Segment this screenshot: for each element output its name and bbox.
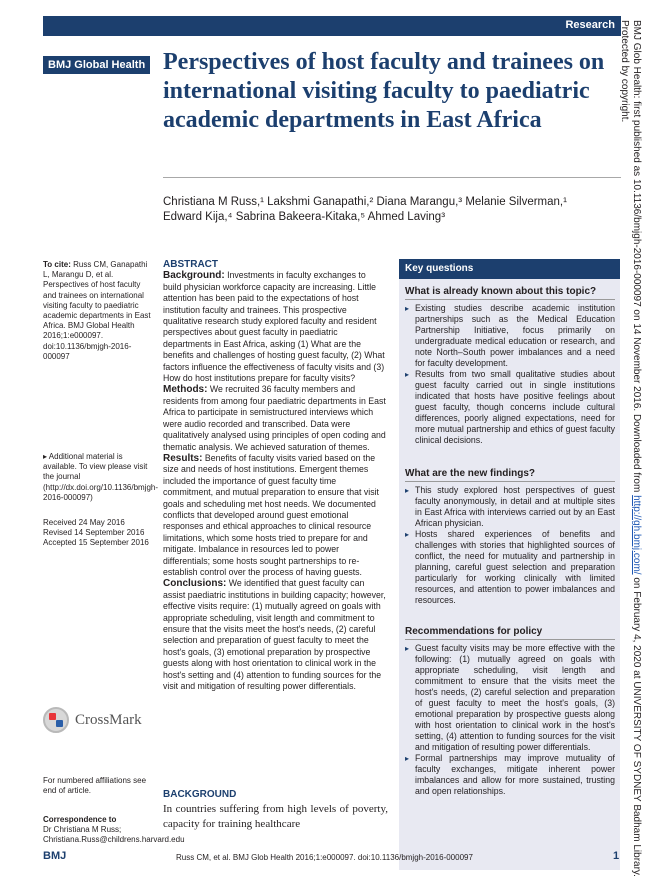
publisher-logo[interactable]: BMJ xyxy=(43,850,67,862)
known-heading: What is already known about this topic? xyxy=(405,286,615,300)
history-dates xyxy=(43,518,153,549)
key-questions-heading: Key questions xyxy=(405,263,474,274)
cite-label: To cite: xyxy=(43,260,71,269)
list-item: ▸ Formal partnerships may improve mutuality of faculty exchanges, mitigate inherent power imbalances and allow for more sustained, trusting and open relationships. xyxy=(405,753,615,797)
download-note xyxy=(618,20,642,886)
list-item: ▸ Results from two small qualitative studies about guest faculty carried out in single institutions indicated that hosts have positive feelings about guest faculty, though concerns include cultural differences, poorly aligned expectations, need for more mutual partnership and ethics of guest faculty clinical decisions. xyxy=(405,369,615,446)
correspondence-label: Correspondence to xyxy=(43,815,117,824)
abstract-heading: ABSTRACT xyxy=(163,259,218,270)
list-item: ▸ This study explored host perspectives of guest faculty anonymously, in detail and at multiple sites in East Africa with interviews carried out by an East African physician. xyxy=(405,485,615,529)
title-divider xyxy=(163,177,621,178)
journal-badge[interactable]: BMJ Global Health xyxy=(43,56,150,74)
accepted-date: Accepted 15 September 2016 xyxy=(43,538,149,548)
author-list xyxy=(163,195,618,225)
abstract-background-label: Background: xyxy=(163,270,225,282)
abstract-conclusions-label: Conclusions: xyxy=(163,578,227,590)
new-findings-heading: What are the new findings? xyxy=(405,468,615,482)
correspondence-block xyxy=(43,815,185,846)
section-bar xyxy=(43,16,621,36)
article-title: Perspectives of host faculty and trainees on international visiting faculty to paediatric academic departments in East Africa xyxy=(163,49,605,133)
authors-line-1: Christiana M Russ,¹ Lakshmi Ganapathi,² Diana Marangu,³ Melanie Silverman,¹ xyxy=(163,196,567,208)
abstract-conclusions-text: We identified that guest faculty can assist paediatric institutions in building capacity; however, effective visits require: (1) mutually agreed on goals with appropriate scheduling, visit length and commitment to ensure that the visits meet the host's needs, (2) careful selection and preparation of guest faculty to meet the host's goals, (3) emotional preparation by prospective guests along with host orientation to clinical work in the host's setting and (4) attention to funding sources for the visit and mitigation of resulting power differentials. xyxy=(163,578,386,692)
page-number: 1 xyxy=(613,850,620,862)
crossmark-button[interactable] xyxy=(43,707,151,733)
download-note-prefix: BMJ Glob Health: first published as 10.1136/bmjgh-2016-000097 on 14 November 2016. Downloaded from xyxy=(631,20,642,496)
background-heading: BACKGROUND xyxy=(163,789,237,800)
policy-section xyxy=(405,626,615,797)
list-item: ▸ Existing studies describe academic institution partnerships such as the Medical Education Partnership Initiative, focus primarily on undergraduate medical education or research, and note North–South power imbalances and a need for faculty development. xyxy=(405,303,615,369)
abstract-conclusions xyxy=(163,578,386,692)
correspondence-email[interactable]: Christiana.Russ@childrens.harvard.edu xyxy=(43,835,185,845)
abstract-results-text: Benefits of faculty visits varied based on the size and needs of host institutions. Emergent themes included the importance of guest faculty time commitment, and mutual preparation to ensure that visit goals and scheduling met host needs. We documented conflicts that developed around guest emotional responses and ethical approaches to clinical resource limitations, which some hosts tried to prepare for and mitigate. Imbalance in resources led to power differentials; some hosts sought partnerships to re-establish control over the process of having guests. xyxy=(163,452,379,577)
correspondence-name: Dr Christiana M Russ; xyxy=(43,825,122,835)
abstract-methods-text: We recruited 36 faculty members and residents from among four paediatric departments in East Africa to participate in semistructured interviews which were audio recorded and transcribed. Data were qualitatively analysed using principles of open coding and thematic analysis. We achieved saturation of themes. xyxy=(163,384,386,452)
additional-material-note[interactable]: ▸ Additional material is available. To view please visit the journal (http://dx.doi.org/10.1136/bmjgh-2016-000097) xyxy=(43,452,159,502)
affiliations-note: For numbered affiliations see end of article. xyxy=(43,776,147,796)
cite-block xyxy=(43,260,153,362)
footer-citation: Russ CM, et al. BMJ Glob Health 2016;1:e000097. doi:10.1136/bmjgh-2016-000097 xyxy=(176,853,473,862)
received-date: Received 24 May 2016 xyxy=(43,518,125,527)
key-questions-header xyxy=(399,259,620,279)
abstract-background xyxy=(163,270,386,384)
download-note-suffix: on February 4, 2020 at UNIVERSITY OF SYDNEY Badham Library. Protected by copyright. xyxy=(619,20,642,877)
key-questions-box xyxy=(399,259,620,870)
list-item: ▸ Hosts shared experiences of benefits and challenges with stories that highlighted sources of conflict, the need for mutuality and partnership in planning, careful guest selection and preparation particularly for working clinically with limited resources, and attention to power imbalances and resources. xyxy=(405,529,615,606)
background-text: In countries suffering from high levels of poverty, capacity for training healthcare xyxy=(163,803,388,830)
list-item: ▸ Guest faculty visits may be more effective with the following: (1) mutually agreed on goals with appropriate scheduling, visit length and commitment to ensure that the visits meet the host's needs, (2) careful selection and preparation of guest faculty to meet the host's goals, (3) emotional preparation by prospective guests along with host orientation to clinical work in the host's setting, (4) attention to funding sources for the visit and mitigation of resulting power differentials. xyxy=(405,643,615,753)
abstract-results xyxy=(163,453,386,578)
authors-line-2: Edward Kija,⁴ Sabrina Bakeera-Kitaka,⁵ Ahmed Laving³ xyxy=(163,211,446,223)
abstract-results-label: Results: xyxy=(163,452,203,464)
known-section xyxy=(405,286,615,446)
download-link[interactable]: http://gh.bmj.com/ xyxy=(631,495,642,575)
revised-date: Revised 14 September 2016 xyxy=(43,528,145,538)
abstract xyxy=(163,259,386,692)
cite-text: Russ CM, Ganapathi L, Marangu D, et al. Perspectives of host faculty and trainees on international visiting faculty to paediatric academic departments in East Africa. BMJ Global Health 2016;1:e000097. doi:10.1136/bmjgh-2016-000097 xyxy=(43,260,151,361)
crossmark-icon xyxy=(43,707,69,733)
abstract-methods xyxy=(163,384,386,452)
policy-heading: Recommendations for policy xyxy=(405,626,615,640)
abstract-background-text: Investments in faculty exchanges to build physician workforce capacity are increasing. Little attention has been paid to the expectations of host institution faculty and trainees. This prospective qualitative research study explored faculty and resident perspectives about guest faculty in paediatric departments in East Africa, asking (1) What are the benefits and challenges of hosting guest faculty, (2) What factors influence the effectiveness of faculty visits and (3) How do host institutions prepare for faculty visits? xyxy=(163,270,385,384)
section-label: Research xyxy=(565,19,615,31)
abstract-methods-label: Methods: xyxy=(163,384,208,396)
crossmark-label: CrossMark xyxy=(75,712,142,728)
new-findings-section xyxy=(405,468,615,606)
